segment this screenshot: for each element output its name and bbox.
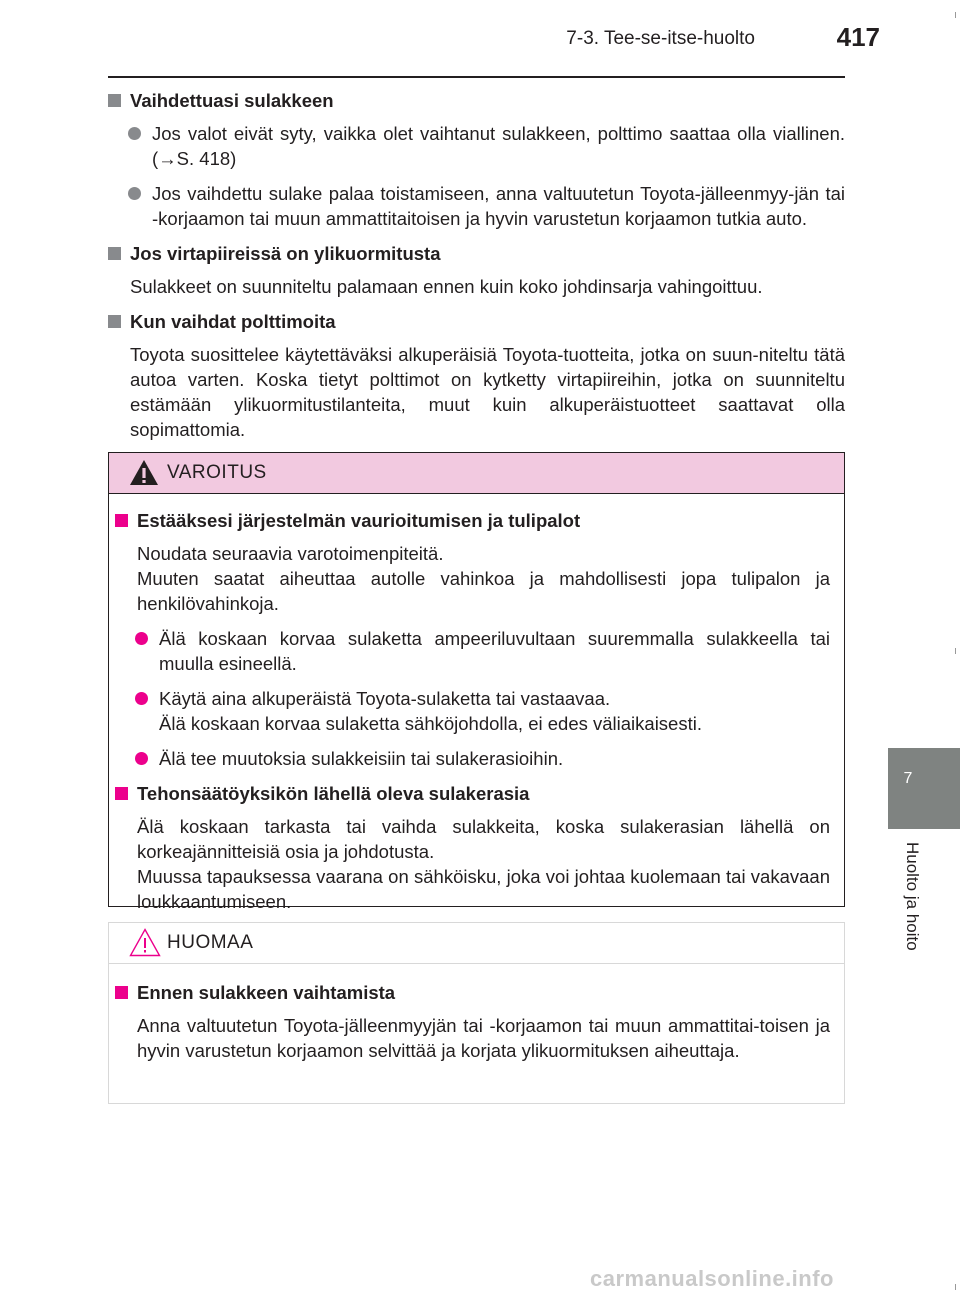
square-bullet-icon [115, 787, 128, 800]
round-bullet-icon [135, 692, 148, 705]
page-number: 417 [836, 22, 880, 52]
bullet-item: Jos vaihdettu sulake palaa toistamiseen, anna valtuutetun Toyota-jälleenmyy-jän tai -korjaamon tai muun ammattitaitoisen ja hyvin varustetun korjaamon tutkia auto. [108, 181, 845, 231]
warning-text: Noudata seuraavia varotoimenpiteitä. [137, 543, 444, 564]
notice-section-heading: Ennen sulakkeen vaihtamista [115, 980, 830, 1005]
warning-text: Muussa tapauksessa vaarana on sähköisku, joka voi johtaa kuolemaan tai vakavaan loukkaantumiseen. [137, 866, 830, 912]
warning-label: VAROITUS [167, 462, 267, 483]
bullet-item: Jos valot eivät syty, vaikka olet vaihtanut sulakkeen, polttimo saattaa olla viallinen. (→S. 418) [108, 121, 845, 171]
caution-triangle-outline-icon [129, 928, 161, 957]
main-content [108, 88, 845, 442]
warning-bullet-item: Älä koskaan korvaa sulaketta ampeeriluvultaan suuremmalla sulakkeella tai muulla esineellä. [115, 626, 830, 676]
warning-box [108, 452, 845, 912]
round-bullet-icon [135, 752, 148, 765]
notice-header [109, 923, 844, 964]
crop-mark [955, 648, 956, 654]
warning-section-heading: Estääksesi järjestelmän vaurioitumisen ja tulipalot [115, 508, 830, 533]
square-bullet-icon [108, 247, 121, 260]
header-divider [108, 76, 845, 78]
crop-mark [955, 12, 956, 18]
round-bullet-icon [128, 127, 141, 140]
section-heading: Vaihdettuasi sulakkeen [108, 88, 845, 113]
notice-label: HUOMAA [167, 932, 254, 953]
warning-section-heading: Tehonsäätöyksikön lähellä oleva sulakerasia [115, 781, 830, 806]
chapter-title: Huolto ja hoito [903, 842, 922, 951]
round-bullet-icon [128, 187, 141, 200]
warning-text: Älä koskaan tarkasta tai vaihda sulakkeita, koska sulakerasian lähellä on korkeajännitteisiä osia ja johdotusta. [137, 816, 830, 862]
section-heading: Jos virtapiireissä on ylikuormitusta [108, 241, 845, 266]
warning-bullet-item: Käytä aina alkuperäistä Toyota-sulaketta tai vastaavaa. Älä koskaan korvaa sulaketta sähköjohdolla, ei edes väliaikaisesti. [115, 686, 830, 736]
chapter-number: 7 [903, 770, 913, 787]
notice-text: Anna valtuutetun Toyota-jälleenmyyjän tai -korjaamon tai muun ammattitai-toisen ja hyvin varustetun korjaamon selvittää ja korjata ylikuormituksen aiheuttaja. [137, 1015, 830, 1061]
running-header-section: 7-3. Tee-se-itse-huolto [566, 28, 755, 49]
notice-box [108, 922, 845, 1104]
section-heading: Kun vaihdat polttimoita [108, 309, 845, 334]
square-bullet-icon [115, 514, 128, 527]
warning-triangle-icon [129, 459, 159, 486]
warning-text: Muuten saatat aiheuttaa autolle vahinkoa ja mahdollisesti jopa tulipalon ja henkilövahinkoja. [137, 568, 830, 614]
section-text: Toyota suosittelee käytettäväksi alkuperäisiä Toyota-tuotteita, jotka on suun-niteltu tätä autoa varten. Koska tietyt polttimot on kytketty virtapiireihin, jotka on suunniteltu estämään ylikuormitustilanteita, muut kuin alkuperäistuotteet saattavat olla sopimattomia. [130, 344, 845, 440]
section-text: Sulakkeet on suunniteltu palamaan ennen kuin koko johdinsarja vahingoittuu. [130, 276, 763, 297]
round-bullet-icon [135, 632, 148, 645]
warning-bullet-item: Älä tee muutoksia sulakkeisiin tai sulakerasioihin. [115, 746, 830, 771]
chapter-tab [888, 748, 960, 829]
warning-header [109, 453, 844, 494]
square-bullet-icon [108, 94, 121, 107]
square-bullet-icon [108, 315, 121, 328]
watermark-text: carmanualsonline.info [590, 1266, 834, 1291]
square-bullet-icon [115, 986, 128, 999]
crop-mark [955, 1284, 956, 1290]
